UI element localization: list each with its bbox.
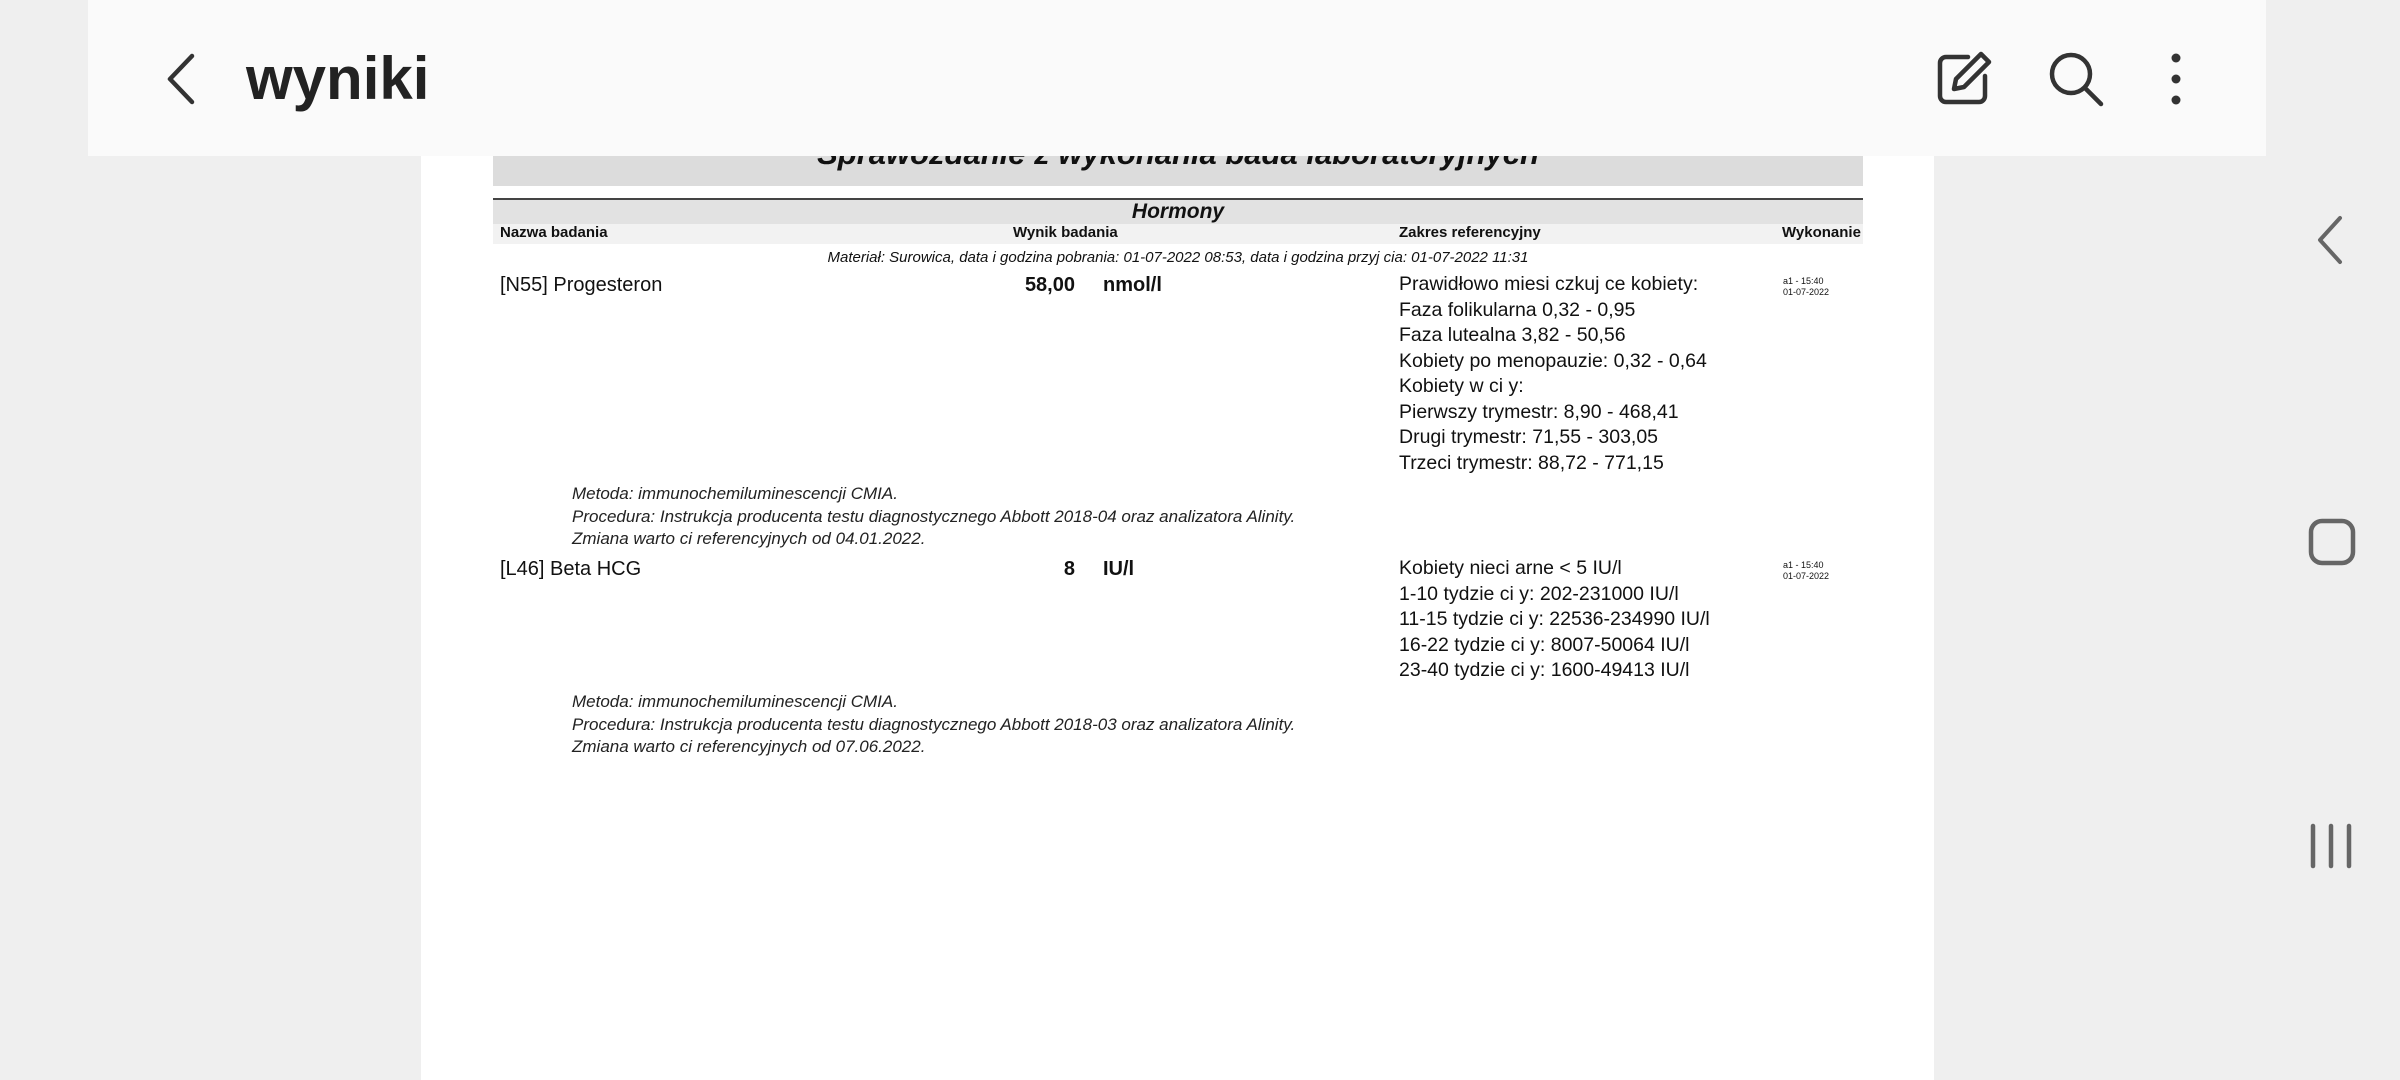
method-line: Metoda: immunochemiluminescencji CMIA. <box>572 484 898 503</box>
execution-code: a1 - 15:40 <box>1783 560 1824 570</box>
reference-line: Pierwszy trymestr: 8,90 - 468,41 <box>1399 400 1679 423</box>
column-header-range: Zakres referencyjny <box>1399 224 1541 241</box>
system-navigation-bar <box>2266 0 2400 1080</box>
method-notes <box>572 483 1295 551</box>
back-arrow-icon[interactable] <box>148 44 218 114</box>
method-line: Metoda: immunochemiluminescencji CMIA. <box>572 692 898 711</box>
reference-line: Prawidłowo miesi czkuj ce kobiety: <box>1399 273 1699 295</box>
reference-line: Faza folikularna 0,32 - 0,95 <box>1399 298 1636 321</box>
execution-info <box>1783 560 1829 582</box>
nav-recents-icon[interactable] <box>2290 806 2376 886</box>
reference-range <box>1399 556 1710 684</box>
method-line: Zmiana warto ci referencyjnych od 07.06.2022. <box>572 737 926 756</box>
nav-home-icon[interactable] <box>2290 502 2376 582</box>
search-icon[interactable] <box>2041 44 2111 114</box>
reference-line: 16-22 tydzie ci y: 8007-50064 IU/l <box>1399 633 1690 656</box>
test-unit: IU/l <box>1103 558 1135 580</box>
reference-line: Trzeci trymestr: 88,72 - 771,15 <box>1399 451 1664 474</box>
column-header-band <box>493 224 1863 244</box>
nav-back-icon[interactable] <box>2290 200 2376 280</box>
test-unit: nmol/l <box>1103 274 1162 296</box>
section-title: Hormony <box>493 198 1863 226</box>
test-name: [N55] Progesteron <box>500 274 663 296</box>
document-page[interactable] <box>421 100 1934 1080</box>
column-header-done: Wykonanie <box>1782 224 1861 241</box>
execution-date: 01-07-2022 <box>1783 287 1830 297</box>
reference-line: Kobiety po menopauzie: 0,32 - 0,64 <box>1399 349 1707 372</box>
test-value: 58,00 <box>1024 274 1075 296</box>
test-name: [L46] Beta HCG <box>500 558 642 580</box>
method-line: Zmiana warto ci referencyjnych od 04.01.2022. <box>572 529 926 548</box>
reference-line: Kobiety nieci arne < 5 IU/l <box>1399 557 1622 579</box>
reference-line: 23-40 tydzie ci y: 1600-49413 IU/l <box>1399 659 1690 681</box>
page-title: wyniki <box>246 45 430 112</box>
reference-line: 11-15 tydzie ci y: 22536-234990 IU/l <box>1399 608 1710 630</box>
execution-info <box>1783 276 1829 298</box>
method-notes <box>572 691 1295 759</box>
app-bar <box>88 0 2266 156</box>
reference-line: Drugi trymestr: 71,55 - 303,05 <box>1399 426 1659 448</box>
column-header-name: Nazwa badania <box>500 224 608 241</box>
reference-line: 1-10 tydzie ci y: 202-231000 IU/l <box>1399 582 1679 605</box>
method-line: Procedura: Instrukcja producenta testu diagnostycznego Abbott 2018-04 oraz analizatora Alinity. <box>572 506 1296 526</box>
execution-code: a1 - 15:40 <box>1783 276 1824 286</box>
reference-line: Faza lutealna 3,82 - 50,56 <box>1399 324 1626 346</box>
execution-date: 01-07-2022 <box>1783 571 1830 581</box>
more-vertical-icon[interactable] <box>2141 44 2211 114</box>
test-value: 8 <box>1063 558 1075 580</box>
method-line: Procedura: Instrukcja producenta testu diagnostycznego Abbott 2018-03 oraz analizatora Alinity. <box>572 714 1296 734</box>
column-header-result: Wynik badania <box>1013 224 1118 241</box>
edit-icon[interactable] <box>1928 44 1998 114</box>
material-info: Materiał: Surowica, data i godzina pobrania: 01-07-2022 08:53, data i godzina przyj cia: 01-07-2022 11:31 <box>827 249 1529 266</box>
reference-line: Kobiety w ci y: <box>1399 375 1524 397</box>
reference-range <box>1399 272 1707 476</box>
